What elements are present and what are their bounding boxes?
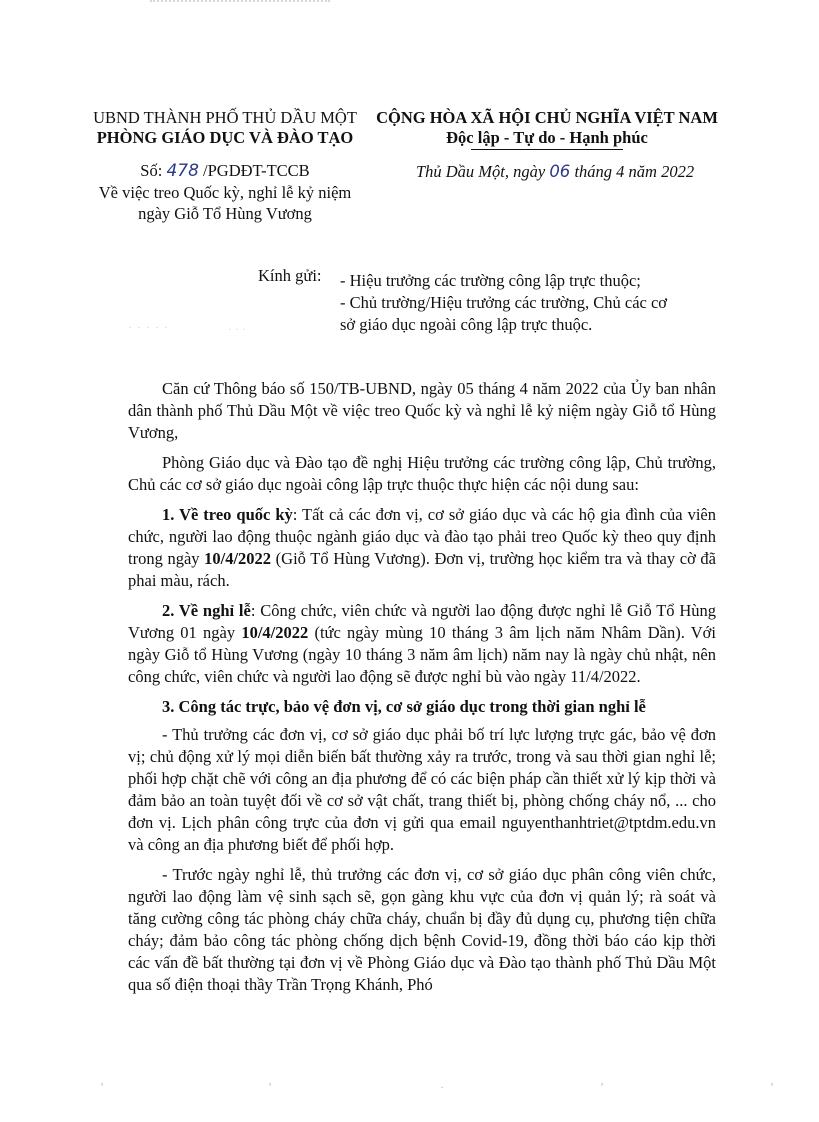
motto-underline bbox=[471, 149, 623, 150]
date-suffix: tháng 4 năm 2022 bbox=[574, 162, 695, 181]
national-title-block bbox=[368, 108, 726, 150]
date-prefix: Thủ Dầu Một, ngày bbox=[415, 162, 546, 181]
section-heading: 1. Về treo quốc kỳ bbox=[162, 505, 293, 524]
scan-speck: ʼ bbox=[100, 1080, 104, 1094]
section-flag: 1. Về treo quốc kỳ: Tất cả các đơn vị, cơ sở giáo dục và các hộ gia đình của viên chức, người lao động thuộc ngành giáo dục và đào tạo phải treo Quốc kỳ theo quy định trong ngày 10/4/2022 (Giỗ Tổ Hùng Vương). Đơn vị, trường học kiểm tra và thay cờ đã phai màu, rách. bbox=[128, 505, 717, 590]
issuing-agency-block bbox=[80, 108, 370, 148]
document-date bbox=[390, 162, 720, 182]
national-motto: Độc lập - Tự do - Hạnh phúc bbox=[446, 128, 648, 147]
holiday-date: 10/4/2022 bbox=[204, 549, 272, 568]
paragraph-preparation: - Trước ngày nghỉ lễ, thủ trưởng các đơn vị, cơ sở giáo dục phân công viên chức, người lao động làm vệ sinh sạch sẽ, gọn gàng khu vực của đơn vị quản lý; rà soát và tăng cường công tác phòng cháy chữa cháy, chuẩn bị đầy đủ dụng cụ, phương tiện chữa cháy; đảm bảo công tác phòng chống dịch bệnh Covid-19, đồng thời báo cáo kịp thời các vấn đề bất thường tại đơn vị về Phòng Giáo dục và Đào tạo thành phố Thủ Dầu Một qua số điện thoại thầy Trần Trọng Khánh, Phó bbox=[128, 865, 716, 994]
recipient-item: - Chủ trường/Hiệu trưởng các trường, Chủ các cơ sở giáo dục ngoài công lập trực thuộc. bbox=[340, 293, 668, 334]
document-number-block bbox=[80, 160, 370, 224]
document-subject-line1: Về việc treo Quốc kỳ, nghỉ lễ kỷ niệm bbox=[98, 183, 352, 202]
scan-speck: ʼ bbox=[770, 1080, 774, 1094]
recipients-list bbox=[340, 270, 680, 336]
holiday-date: 10/4/2022 bbox=[241, 623, 309, 642]
document-body bbox=[128, 378, 716, 1004]
document-number bbox=[80, 160, 370, 182]
document-number-suffix: /PGDĐT-TCCB bbox=[203, 161, 310, 180]
scan-speck: ʼ bbox=[600, 1080, 604, 1094]
handwritten-number: 478 bbox=[166, 161, 199, 181]
recipient-item: - Hiệu trưởng các trường công lập trực thuộc; bbox=[340, 271, 641, 290]
paragraph-duty: - Thủ trưởng các đơn vị, cơ sở giáo dục phải bố trí lực lượng trực gác, bảo vệ đơn vị; chủ động xử lý mọi diễn biến bất thường xảy ra trước, trong và sau thời gian nghỉ lễ; phối hợp chặt chẽ với công an địa phương để có các biện pháp cần thiết xử lý kịp thời và đảm bảo an toàn tuyệt đối về cơ sở vật chất, trang thiết bị, phòng chống cháy nổ, ... cho đơn vị. Lịch phân công trực của đơn vị gửi qua email nguyenthanhtriet@tptdm.edu.vn và công an địa phương biết để phối hợp. bbox=[128, 725, 716, 854]
section-heading: 3. Công tác trực, bảo vệ đơn vị, cơ sở giáo dục trong thời gian nghỉ lễ bbox=[162, 697, 646, 716]
scan-speck: ʼ bbox=[268, 1080, 272, 1094]
paragraph-request: Phòng Giáo dục và Đào tạo đề nghị Hiệu trưởng các trường công lập, Chủ trường, Chủ các cơ sở giáo dục ngoài công lập trực thuộc thực hiện các nội dung sau: bbox=[128, 453, 716, 494]
organization-name: PHÒNG GIÁO DỤC VÀ ĐÀO TẠO bbox=[96, 128, 354, 147]
handwritten-day: 06 bbox=[549, 162, 571, 181]
document-number-prefix: Số: bbox=[140, 161, 163, 180]
recipients-label: Kính gửi: bbox=[258, 266, 322, 285]
scan-artifact-line bbox=[150, 0, 330, 5]
faint-stamp-trace: · · · bbox=[228, 322, 246, 336]
section-holiday: 2. Về nghỉ lễ: Công chức, viên chức và người lao động được nghỉ lễ Giỗ Tổ Hùng Vương 01 ngày 10/4/2022 (tức ngày mùng 10 tháng 3 âm lịch năm Nhâm Dần). Với ngày Giỗ tổ Hùng Vương (ngày 10 tháng 3 năm âm lịch) năm nay là ngày chủ nhật, nên công chức, viên chức và người lao động sẽ được nghỉ bù vào ngày 11/4/2022. bbox=[128, 601, 717, 686]
parent-organization: UBND THÀNH PHỐ THỦ DẦU MỘT bbox=[93, 108, 357, 127]
paragraph-basis: Căn cứ Thông báo số 150/TB-UBND, ngày 05 tháng 4 năm 2022 của Ủy ban nhân dân thành phố Thủ Dầu Một về việc treo Quốc kỳ và nghỉ lễ kỷ niệm ngày Giỗ tổ Hùng Vương, bbox=[128, 379, 716, 442]
scan-speck: · bbox=[440, 1080, 444, 1094]
section-heading: 2. Về nghỉ lễ bbox=[162, 601, 251, 620]
nation-title: CỘNG HÒA XÃ HỘI CHỦ NGHĨA VIỆT NAM bbox=[376, 108, 718, 127]
document-subject-line2: ngày Giỗ Tổ Hùng Vương bbox=[138, 204, 312, 223]
faint-stamp-trace: · · · · · bbox=[128, 320, 169, 334]
